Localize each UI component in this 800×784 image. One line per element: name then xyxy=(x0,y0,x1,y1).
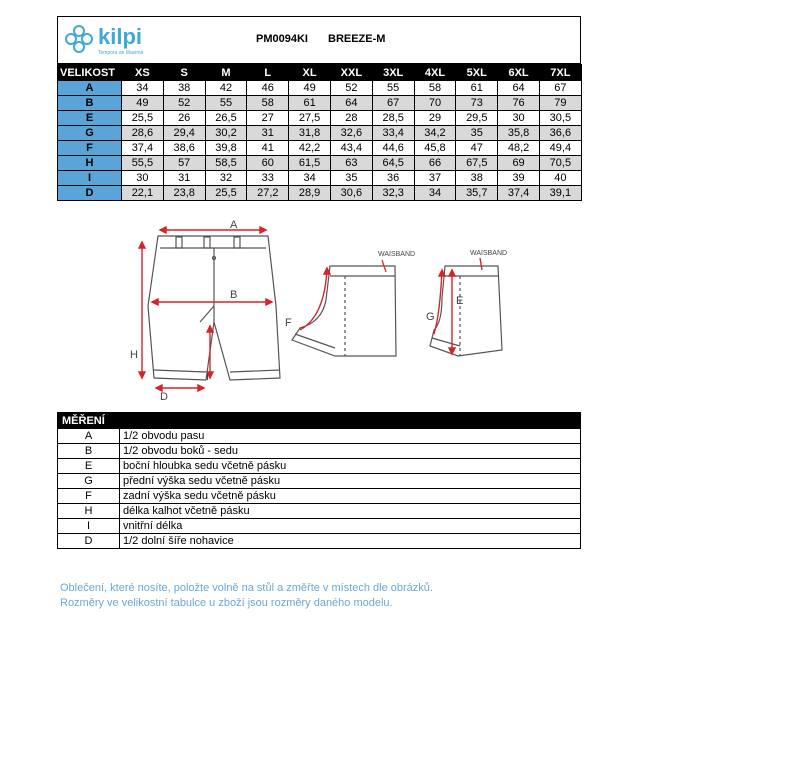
size-value-cell: 32,3 xyxy=(372,186,414,201)
size-value-cell: 43,4 xyxy=(330,141,372,156)
front-measure-lines xyxy=(139,227,272,391)
brand-tagline: Tempora an Maxima xyxy=(98,50,144,56)
header xyxy=(57,16,581,64)
size-value-cell: 34 xyxy=(414,186,456,201)
label-a: A xyxy=(230,219,238,231)
measure-row-label: H xyxy=(58,156,122,171)
waistband-label-2: WAISBAND xyxy=(470,250,508,257)
size-value-cell: 48,2 xyxy=(498,141,540,156)
legend-row xyxy=(58,459,581,474)
size-value-cell: 33,4 xyxy=(372,126,414,141)
size-value-cell: 25,5 xyxy=(122,111,164,126)
size-value-cell: 61,5 xyxy=(289,156,331,171)
legend-code: H xyxy=(58,504,120,519)
legend-row xyxy=(58,519,581,534)
legend-description: vnitřní délka xyxy=(120,519,581,534)
size-value-cell: 27,5 xyxy=(289,111,331,126)
size-value-cell: 30,2 xyxy=(205,126,247,141)
size-value-cell: 55,5 xyxy=(122,156,164,171)
size-row xyxy=(58,126,582,141)
size-value-cell: 67,5 xyxy=(456,156,498,171)
size-value-cell: 64 xyxy=(330,96,372,111)
size-value-cell: 29,4 xyxy=(163,126,205,141)
size-value-cell: 35,8 xyxy=(498,126,540,141)
size-value-cell: 63 xyxy=(330,156,372,171)
size-value-cell: 35 xyxy=(330,171,372,186)
size-value-cell: 42,2 xyxy=(289,141,331,156)
size-row xyxy=(58,171,582,186)
label-b: B xyxy=(230,289,238,301)
legend-row xyxy=(58,474,581,489)
size-header: L xyxy=(247,65,289,81)
product-code: PM0094KI xyxy=(256,33,308,45)
legend-header-row xyxy=(58,413,581,429)
size-value-cell: 41 xyxy=(247,141,289,156)
legend-description: 1/2 dolní šíře nohavice xyxy=(120,534,581,549)
size-header: 3XL xyxy=(372,65,414,81)
shorts-side-back-view xyxy=(292,266,396,356)
size-value-cell: 39 xyxy=(498,171,540,186)
shorts-front-view xyxy=(148,236,280,380)
legend-row xyxy=(58,444,581,459)
size-value-cell: 42 xyxy=(205,81,247,96)
legend-code: I xyxy=(58,519,120,534)
size-value-cell: 27 xyxy=(247,111,289,126)
legend-code: E xyxy=(58,459,120,474)
size-value-cell: 52 xyxy=(330,81,372,96)
measure-row-label: D xyxy=(58,186,122,201)
label-h: H xyxy=(130,349,138,361)
size-row xyxy=(58,186,582,201)
brand-name: kilpi xyxy=(98,24,143,49)
size-value-cell: 34,2 xyxy=(414,126,456,141)
size-value-cell: 29,5 xyxy=(456,111,498,126)
size-header: XL xyxy=(289,65,331,81)
size-value-cell: 64,5 xyxy=(372,156,414,171)
instructions-note xyxy=(60,581,433,611)
size-value-cell: 58 xyxy=(414,81,456,96)
size-header: 5XL xyxy=(456,65,498,81)
label-d: D xyxy=(160,391,168,403)
size-row xyxy=(58,111,582,126)
size-value-cell: 32,6 xyxy=(330,126,372,141)
size-header: M xyxy=(205,65,247,81)
size-header: XXL xyxy=(330,65,372,81)
size-value-cell: 28 xyxy=(330,111,372,126)
label-f: F xyxy=(285,317,292,329)
size-value-cell: 55 xyxy=(372,81,414,96)
size-value-cell: 60 xyxy=(247,156,289,171)
legend-code: G xyxy=(58,474,120,489)
size-value-cell: 35 xyxy=(456,126,498,141)
legend-description: boční hloubka sedu včetně pásku xyxy=(120,459,581,474)
size-value-cell: 36,6 xyxy=(539,126,581,141)
size-value-cell: 47 xyxy=(456,141,498,156)
size-value-cell: 61 xyxy=(289,96,331,111)
measurement-legend xyxy=(57,412,581,549)
size-value-cell: 38,6 xyxy=(163,141,205,156)
size-value-cell: 38 xyxy=(163,81,205,96)
shorts-side-front-view xyxy=(430,266,502,356)
size-value-cell: 34 xyxy=(122,81,164,96)
size-value-cell: 32 xyxy=(205,171,247,186)
legend-row xyxy=(58,534,581,549)
size-value-cell: 52 xyxy=(163,96,205,111)
size-header: XS xyxy=(122,65,164,81)
legend-row xyxy=(58,504,581,519)
size-row xyxy=(58,141,582,156)
legend-description: 1/2 obvodu boků - sedu xyxy=(120,444,581,459)
size-value-cell: 40 xyxy=(539,171,581,186)
note-line-1: Oblečení, které nosíte, položte volně na stůl a změřte v místech dle obrázků. xyxy=(60,582,433,594)
size-value-cell: 79 xyxy=(539,96,581,111)
label-e: E xyxy=(456,295,464,307)
size-value-cell: 26,5 xyxy=(205,111,247,126)
size-value-cell: 33 xyxy=(247,171,289,186)
size-header: S xyxy=(163,65,205,81)
legend-description: délka kalhot včetně pásku xyxy=(120,504,581,519)
size-row xyxy=(58,156,582,171)
size-value-cell: 37,4 xyxy=(122,141,164,156)
brand-logo xyxy=(64,22,154,58)
legend-description: přední výška sedu včetně pásku xyxy=(120,474,581,489)
size-value-cell: 29 xyxy=(414,111,456,126)
size-label-header: VELIKOST xyxy=(58,65,122,81)
size-value-cell: 36 xyxy=(372,171,414,186)
size-value-cell: 22,1 xyxy=(122,186,164,201)
size-value-cell: 30,6 xyxy=(330,186,372,201)
size-value-cell: 31 xyxy=(247,126,289,141)
size-value-cell: 39,8 xyxy=(205,141,247,156)
size-value-cell: 73 xyxy=(456,96,498,111)
size-value-cell: 49 xyxy=(289,81,331,96)
measure-row-label: B xyxy=(58,96,122,111)
legend-row xyxy=(58,489,581,504)
size-value-cell: 70,5 xyxy=(539,156,581,171)
size-value-cell: 67 xyxy=(372,96,414,111)
size-value-cell: 67 xyxy=(539,81,581,96)
size-value-cell: 30,5 xyxy=(539,111,581,126)
label-i: I xyxy=(206,371,210,383)
size-header-row xyxy=(58,65,582,81)
size-value-cell: 69 xyxy=(498,156,540,171)
size-value-cell: 61 xyxy=(456,81,498,96)
legend-code: A xyxy=(58,429,120,444)
size-value-cell: 66 xyxy=(414,156,456,171)
size-value-cell: 25,5 xyxy=(205,186,247,201)
measurement-diagrams xyxy=(130,218,520,403)
size-value-cell: 45,8 xyxy=(414,141,456,156)
size-value-cell: 58,5 xyxy=(205,156,247,171)
size-table xyxy=(57,64,582,201)
size-value-cell: 44,6 xyxy=(372,141,414,156)
size-value-cell: 30 xyxy=(122,171,164,186)
legend-row xyxy=(58,429,581,444)
size-value-cell: 31,8 xyxy=(289,126,331,141)
size-value-cell: 57 xyxy=(163,156,205,171)
legend-title: MĚŘENÍ xyxy=(58,413,581,429)
kilpi-logo-icon xyxy=(64,24,94,54)
size-value-cell: 35,7 xyxy=(456,186,498,201)
size-value-cell: 31 xyxy=(163,171,205,186)
size-value-cell: 38 xyxy=(456,171,498,186)
size-header: 7XL xyxy=(539,65,581,81)
note-line-2: Rozměry ve velikostní tabulce u zboží jsou rozměry daného modelu. xyxy=(60,597,393,609)
legend-description: zadní výška sedu včetně pásku xyxy=(120,489,581,504)
size-value-cell: 55 xyxy=(205,96,247,111)
label-g: G xyxy=(426,311,435,323)
waistband-label-1: WAISBAND xyxy=(378,251,416,258)
size-value-cell: 26 xyxy=(163,111,205,126)
measure-row-label: E xyxy=(58,111,122,126)
size-value-cell: 49 xyxy=(122,96,164,111)
size-value-cell: 28,6 xyxy=(122,126,164,141)
legend-code: B xyxy=(58,444,120,459)
measure-row-label: A xyxy=(58,81,122,96)
size-value-cell: 28,9 xyxy=(289,186,331,201)
measure-row-label: G xyxy=(58,126,122,141)
size-value-cell: 34 xyxy=(289,171,331,186)
size-value-cell: 37,4 xyxy=(498,186,540,201)
size-header: 4XL xyxy=(414,65,456,81)
size-value-cell: 23,8 xyxy=(163,186,205,201)
size-row xyxy=(58,81,582,96)
product-name: BREEZE-M xyxy=(328,33,386,45)
size-value-cell: 28,5 xyxy=(372,111,414,126)
measure-row-label: I xyxy=(58,171,122,186)
size-value-cell: 70 xyxy=(414,96,456,111)
size-value-cell: 39,1 xyxy=(539,186,581,201)
size-value-cell: 37 xyxy=(414,171,456,186)
size-value-cell: 46 xyxy=(247,81,289,96)
size-row xyxy=(58,96,582,111)
size-value-cell: 58 xyxy=(247,96,289,111)
size-value-cell: 64 xyxy=(498,81,540,96)
size-value-cell: 49,4 xyxy=(539,141,581,156)
size-value-cell: 76 xyxy=(498,96,540,111)
legend-description: 1/2 obvodu pasu xyxy=(120,429,581,444)
legend-code: D xyxy=(58,534,120,549)
size-value-cell: 30 xyxy=(498,111,540,126)
size-header: 6XL xyxy=(498,65,540,81)
legend-code: F xyxy=(58,489,120,504)
size-value-cell: 27,2 xyxy=(247,186,289,201)
measure-row-label: F xyxy=(58,141,122,156)
